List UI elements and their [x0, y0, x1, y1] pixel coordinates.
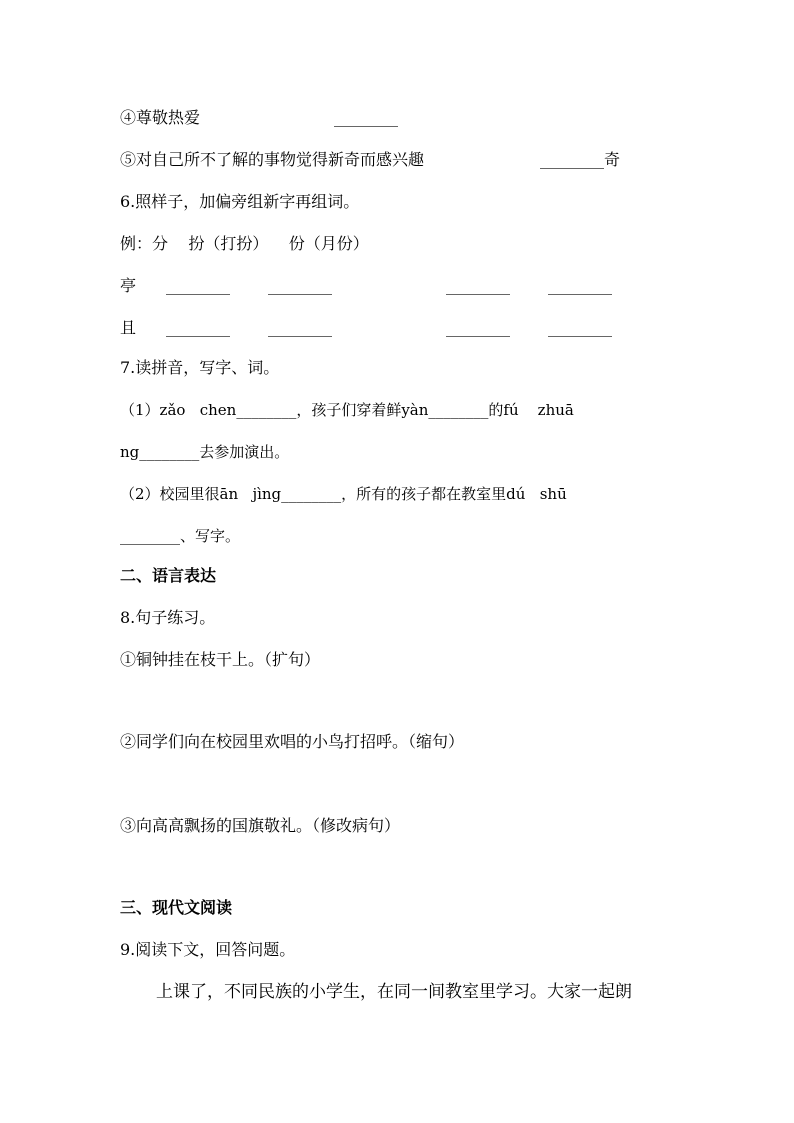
q7-sentence1-line2: ng________去参加演出。	[120, 443, 290, 461]
section3-heading: 三、现代文阅读	[120, 898, 233, 917]
q6-title: 6.照样子，加偏旁组新字再组词。	[120, 192, 360, 211]
q6-row2-blank-3[interactable]: ________	[446, 318, 510, 337]
vocab-item-5: ⑤对自己所不了解的事物觉得新奇而感兴趣	[120, 150, 425, 169]
q6-row1-blank-4[interactable]: ________	[548, 276, 612, 295]
q7-title: 7.读拼音，写字、词。	[120, 358, 280, 377]
q6-row1-blank-1[interactable]: ________	[166, 276, 230, 295]
q8-item-1: ①铜钟挂在枝干上。（扩句）	[120, 650, 321, 669]
section2-heading: 二、语言表达	[120, 566, 217, 585]
q6-row2-blank-4[interactable]: ________	[548, 318, 612, 337]
q7-sentence2-line1: （2）校园里很ān jìng________，所有的孩子都在教室里dú shū	[120, 485, 567, 503]
passage-line-1: 上课了，不同民族的小学生，在同一间教室里学习。大家一起朗	[156, 982, 632, 1002]
q8-item-3: ③向高高飘扬的国旗敬礼。（修改病句）	[120, 816, 401, 835]
vocab-item-4-blank[interactable]: ________	[334, 108, 398, 127]
q6-row2-blank-2[interactable]: ________	[268, 318, 332, 337]
q6-row1-blank-3[interactable]: ________	[446, 276, 510, 295]
q6-row1-char: 亭	[120, 276, 137, 295]
q7-sentence2-line2: ________、写字。	[120, 527, 241, 545]
vocab-item-5-blank[interactable]: ________奇	[540, 150, 621, 169]
q8-title: 8.句子练习。	[120, 608, 216, 627]
vocab-item-4: ④尊敬热爱	[120, 108, 201, 127]
q6-example: 例：分 扮（打扮） 份（月份）	[120, 234, 369, 253]
q7-sentence1-line1: （1）zǎo chen________，孩子们穿着鲜yàn________的fú zhuā	[120, 401, 574, 419]
q6-row1-blank-2[interactable]: ________	[268, 276, 332, 295]
q8-item-2: ②同学们向在校园里欢唱的小鸟打招呼。（缩句）	[120, 732, 465, 751]
q9-title: 9.阅读下文，回答问题。	[120, 940, 296, 959]
q6-row2-blank-1[interactable]: ________	[166, 318, 230, 337]
q6-row2-char: 且	[120, 318, 137, 337]
